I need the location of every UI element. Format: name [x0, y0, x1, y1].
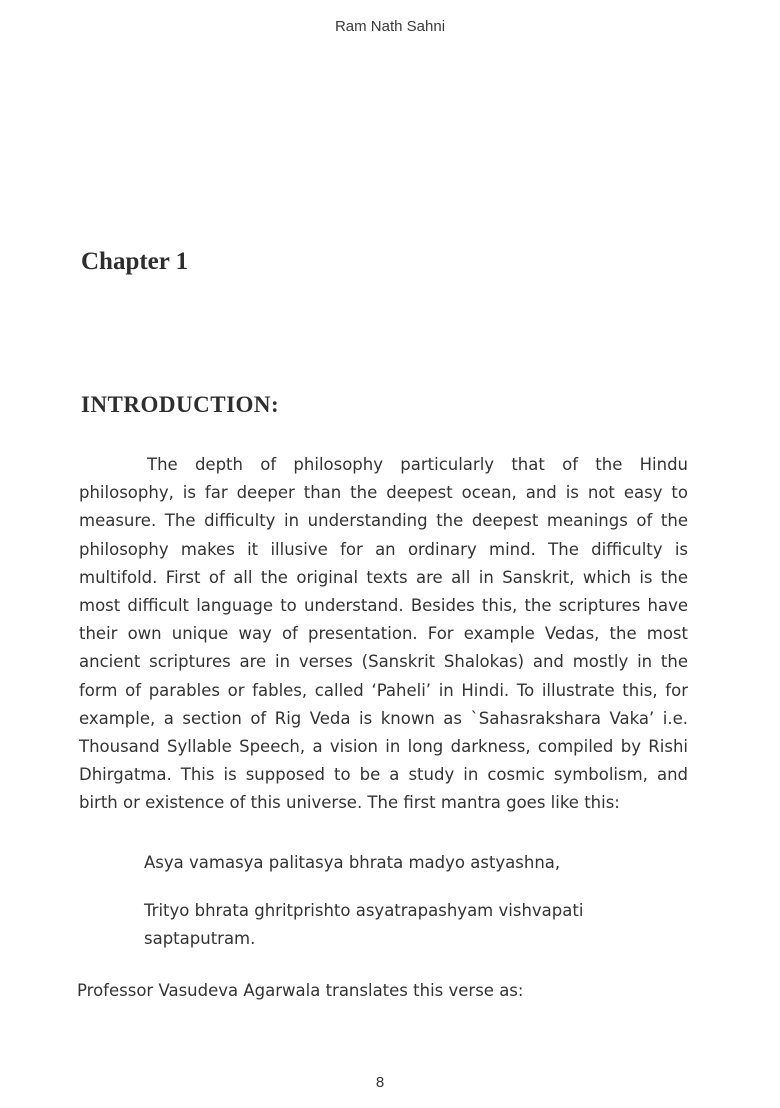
verse-line-2: Trityo bhrata ghritprishto asyatrapashyam vishvapati saptaputram. — [144, 901, 584, 948]
translation-lead-in: Professor Vasudeva Agarwala translates this verse as: — [77, 981, 524, 1000]
page-number: 8 — [375, 1074, 385, 1091]
intro-paragraph: The depth of philosophy particularly that of the Hindu philosophy, is far deeper than the deepest ocean, and is not easy to measure. The difficulty in understanding the deepest meanings of the philosophy makes it illusive for an ordinary mind. The difficulty is multifold. First of all the original texts are all in Sanskrit, which is the most difficult language to understand. Besides this, the scriptures have their own unique way of presentation. For example Vedas, the most ancient scriptures are in verses (Sanskrit Shalokas) and mostly in the form of parables or fables, called ‘Paheli’ in Hindi. To illustrate this, for example, a section of Rig Veda is known as `Sahasrakshara Vaka’ i.e. Thousand Syllable Speech, a vision in long darkness, compiled by Rishi Dhirgatma. This is supposed to be a study in cosmic symbolism, and birth or existence of this universe. The first mantra goes like this: — [79, 455, 688, 813]
verse-line-1: Asya vamasya palitasya bhrata madyo astyashna, — [144, 853, 561, 872]
section-heading: INTRODUCTION: — [81, 392, 280, 417]
running-head-author: Ram Nath Sahni — [334, 18, 446, 35]
chapter-title: Chapter 1 — [81, 248, 189, 275]
